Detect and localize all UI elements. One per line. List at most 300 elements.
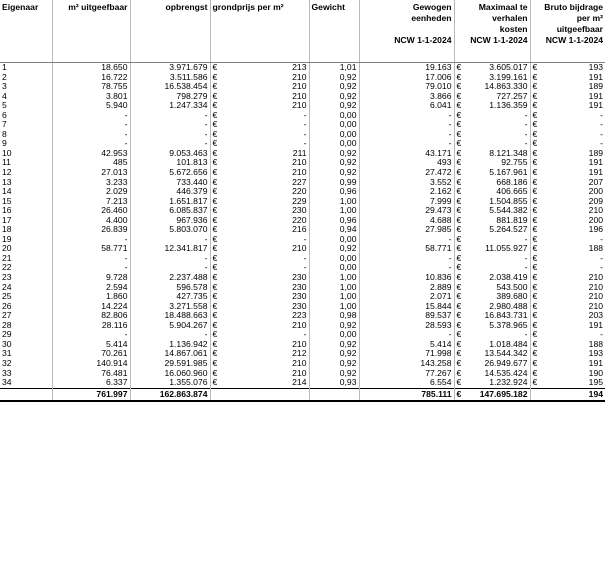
cell-eigenaar: 34 bbox=[0, 378, 52, 388]
cell-eigenaar: 21 bbox=[0, 254, 52, 264]
cell-grondprijs: 210 bbox=[224, 158, 309, 168]
table-row bbox=[0, 120, 605, 130]
cell-gewicht: 1,00 bbox=[309, 197, 359, 207]
cell-eigenaar: 31 bbox=[0, 349, 52, 359]
total-maximaal-currency: € bbox=[454, 388, 466, 401]
cell-bruto: 209 bbox=[588, 196, 604, 206]
cell-maximaal-currency: € bbox=[456, 273, 462, 283]
cell-opbrengst: 3.511.586 bbox=[130, 73, 210, 83]
cell-m2: 26.839 bbox=[52, 225, 130, 235]
cell-grondprijs: 210 bbox=[224, 340, 309, 350]
cell-gewogen: 15.844 bbox=[359, 302, 454, 312]
cell-gewogen: 4.688 bbox=[359, 216, 454, 226]
cell-grondprijs-currency: € bbox=[212, 282, 218, 292]
table-row bbox=[0, 311, 605, 321]
cell-m2: 5.414 bbox=[52, 340, 130, 350]
cell-maximaal-currency: € bbox=[456, 301, 462, 311]
cell-eigenaar: 29 bbox=[0, 330, 52, 340]
cell-gewicht: 0,99 bbox=[309, 178, 359, 188]
cell-bruto: 191 bbox=[588, 72, 604, 82]
cell-grondprijs-currency: € bbox=[212, 253, 218, 263]
cell-grondprijs-currency: € bbox=[212, 225, 218, 235]
cell-grondprijs-currency: € bbox=[212, 234, 218, 244]
cell-eigenaar: 8 bbox=[0, 130, 52, 140]
totals-row bbox=[0, 388, 605, 401]
cell-maximaal-currency: € bbox=[456, 253, 462, 263]
cell-m2: - bbox=[52, 120, 130, 130]
cell-opbrengst: 596.578 bbox=[130, 283, 210, 293]
total-m2: 761.997 bbox=[52, 388, 130, 401]
cell-gewicht: 0,00 bbox=[309, 330, 359, 340]
table-row bbox=[0, 73, 605, 83]
cell-gewogen: 3.866 bbox=[359, 92, 454, 102]
cell-grondprijs: 230 bbox=[224, 273, 309, 283]
cell-grondprijs: - bbox=[224, 235, 309, 245]
cell-grondprijs: - bbox=[224, 111, 309, 121]
cell-grondprijs: 210 bbox=[224, 82, 309, 92]
cell-gewicht: 0,00 bbox=[309, 120, 359, 130]
cell-bruto-currency: € bbox=[532, 282, 538, 292]
cell-grondprijs-currency: € bbox=[212, 263, 218, 273]
table-row bbox=[0, 168, 605, 178]
cell-gewicht: 0,94 bbox=[309, 225, 359, 235]
cell-grondprijs-currency: € bbox=[212, 206, 218, 216]
cell-eigenaar: 18 bbox=[0, 225, 52, 235]
cell-m2: 16.722 bbox=[52, 73, 130, 83]
cell-bruto: - bbox=[600, 253, 604, 263]
cell-maximaal-currency: € bbox=[456, 196, 462, 206]
table-row bbox=[0, 359, 605, 369]
cell-maximaal-currency: € bbox=[456, 187, 462, 197]
cell-grondprijs-currency: € bbox=[212, 187, 218, 197]
cell-bruto-currency: € bbox=[532, 139, 538, 149]
cell-eigenaar: 32 bbox=[0, 359, 52, 369]
table-row bbox=[0, 302, 605, 312]
cell-maximaal: 14.535.424 bbox=[466, 369, 530, 379]
header-opbrengst: opbrengst bbox=[130, 0, 210, 63]
cell-grondprijs-currency: € bbox=[212, 82, 218, 92]
cell-gewogen: 71.998 bbox=[359, 349, 454, 359]
cell-maximaal-currency: € bbox=[456, 215, 462, 225]
cell-opbrengst: 5.803.070 bbox=[130, 225, 210, 235]
cell-grondprijs: - bbox=[224, 130, 309, 140]
cell-bruto-currency: € bbox=[532, 339, 538, 349]
cell-maximaal-currency: € bbox=[456, 378, 462, 388]
cell-maximaal: 3.199.161 bbox=[466, 73, 530, 83]
cell-grondprijs: 214 bbox=[224, 378, 309, 388]
cell-grondprijs-currency: € bbox=[212, 110, 218, 120]
cell-eigenaar: 28 bbox=[0, 321, 52, 331]
cell-grondprijs: 223 bbox=[224, 311, 309, 321]
cell-maximaal-currency: € bbox=[456, 263, 462, 273]
cell-grondprijs: 210 bbox=[224, 369, 309, 379]
cell-gewogen: 27.985 bbox=[359, 225, 454, 235]
cell-gewicht: 0,92 bbox=[309, 73, 359, 83]
cell-bruto: 195 bbox=[588, 378, 604, 388]
cell-maximaal-currency: € bbox=[456, 101, 462, 111]
table-row bbox=[0, 158, 605, 168]
cell-gewicht: 0,92 bbox=[309, 101, 359, 111]
cell-grondprijs: - bbox=[224, 120, 309, 130]
cell-opbrengst: - bbox=[130, 235, 210, 245]
table-row bbox=[0, 330, 605, 340]
cell-grondprijs-currency: € bbox=[212, 215, 218, 225]
cell-gewicht: 0,00 bbox=[309, 263, 359, 273]
cell-opbrengst: 12.341.817 bbox=[130, 244, 210, 254]
cell-bruto-currency: € bbox=[532, 91, 538, 101]
cell-gewogen: - bbox=[359, 235, 454, 245]
cell-maximaal: - bbox=[466, 120, 530, 130]
cell-maximaal: 26.949.677 bbox=[466, 359, 530, 369]
cell-m2: - bbox=[52, 111, 130, 121]
cell-grondprijs-currency: € bbox=[212, 301, 218, 311]
cell-gewogen: 7.999 bbox=[359, 197, 454, 207]
cell-maximaal: - bbox=[466, 111, 530, 121]
cell-grondprijs: 216 bbox=[224, 225, 309, 235]
table-row bbox=[0, 369, 605, 379]
cell-grondprijs-currency: € bbox=[212, 349, 218, 359]
cell-gewicht: 0,96 bbox=[309, 187, 359, 197]
cell-gewicht: 0,92 bbox=[309, 82, 359, 92]
table-row bbox=[0, 321, 605, 331]
cell-bruto-currency: € bbox=[532, 330, 538, 340]
cell-maximaal: 13.544.342 bbox=[466, 349, 530, 359]
cell-bruto-currency: € bbox=[532, 244, 538, 254]
table-row bbox=[0, 101, 605, 111]
cell-gewogen: - bbox=[359, 330, 454, 340]
header-gewogen-eenheden bbox=[359, 0, 454, 63]
cell-m2: 1.860 bbox=[52, 292, 130, 302]
cell-bruto: - bbox=[600, 120, 604, 130]
cell-m2: 26.460 bbox=[52, 206, 130, 216]
header-bruto-line3: uitgeefbaar bbox=[556, 24, 604, 34]
cell-gewicht: 1,00 bbox=[309, 206, 359, 216]
cell-maximaal-currency: € bbox=[456, 177, 462, 187]
cell-gewogen: 43.171 bbox=[359, 149, 454, 159]
cell-maximaal: 3.605.017 bbox=[466, 63, 530, 73]
header-gewicht: Gewicht bbox=[309, 0, 359, 63]
cell-gewogen: 77.267 bbox=[359, 369, 454, 379]
cell-opbrengst: 1.355.076 bbox=[130, 378, 210, 388]
table-row bbox=[0, 216, 605, 226]
cell-maximaal-currency: € bbox=[456, 358, 462, 368]
cell-eigenaar: 24 bbox=[0, 283, 52, 293]
header-maximaal-line2: verhalen bbox=[492, 13, 528, 23]
cell-opbrengst: 446.379 bbox=[130, 187, 210, 197]
cell-gewogen: 3.552 bbox=[359, 178, 454, 188]
cell-grondprijs-currency: € bbox=[212, 292, 218, 302]
cell-maximaal-currency: € bbox=[456, 292, 462, 302]
cell-bruto-currency: € bbox=[532, 120, 538, 130]
cell-bruto: 190 bbox=[588, 368, 604, 378]
cell-gewicht: 1,01 bbox=[309, 63, 359, 73]
cell-maximaal: - bbox=[466, 254, 530, 264]
cell-m2: 140.914 bbox=[52, 359, 130, 369]
cell-opbrengst: 1.651.817 bbox=[130, 197, 210, 207]
cell-gewogen: 5.414 bbox=[359, 340, 454, 350]
cell-bruto-currency: € bbox=[532, 129, 538, 139]
cell-bruto: 191 bbox=[588, 358, 604, 368]
cell-grondprijs: 210 bbox=[224, 244, 309, 254]
cell-maximaal: 5.167.961 bbox=[466, 168, 530, 178]
cell-bruto: 193 bbox=[588, 62, 604, 72]
cell-opbrengst: 16.538.454 bbox=[130, 82, 210, 92]
cell-grondprijs: 213 bbox=[224, 63, 309, 73]
cell-bruto: 191 bbox=[588, 91, 604, 101]
cell-maximaal: 5.264.527 bbox=[466, 225, 530, 235]
cell-gewogen: 79.010 bbox=[359, 82, 454, 92]
cell-m2: - bbox=[52, 130, 130, 140]
cell-opbrengst: 9.053.463 bbox=[130, 149, 210, 159]
cell-gewicht: 0,93 bbox=[309, 378, 359, 388]
cell-m2: 42.953 bbox=[52, 149, 130, 159]
cell-grondprijs-currency: € bbox=[212, 358, 218, 368]
cell-gewogen: 10.836 bbox=[359, 273, 454, 283]
cell-maximaal-currency: € bbox=[456, 339, 462, 349]
cell-grondprijs: 220 bbox=[224, 216, 309, 226]
cell-bruto: 191 bbox=[588, 168, 604, 178]
table-row bbox=[0, 139, 605, 149]
cell-grondprijs: 210 bbox=[224, 359, 309, 369]
cell-bruto: 196 bbox=[588, 225, 604, 235]
cell-maximaal: - bbox=[466, 130, 530, 140]
header-row bbox=[0, 0, 605, 63]
cell-grondprijs-currency: € bbox=[212, 196, 218, 206]
cell-m2: 28.116 bbox=[52, 321, 130, 331]
cell-bruto-currency: € bbox=[532, 378, 538, 388]
cell-maximaal: - bbox=[466, 330, 530, 340]
cell-eigenaar: 6 bbox=[0, 111, 52, 121]
cell-maximaal: 11.055.927 bbox=[466, 244, 530, 254]
cell-grondprijs: 211 bbox=[224, 149, 309, 159]
cell-grondprijs-currency: € bbox=[212, 101, 218, 111]
cell-maximaal-currency: € bbox=[456, 225, 462, 235]
cell-maximaal-currency: € bbox=[456, 158, 462, 168]
cell-gewogen: 29.473 bbox=[359, 206, 454, 216]
cell-gewicht: 0,92 bbox=[309, 92, 359, 102]
header-bruto-line4: NCW 1-1-2024 bbox=[545, 35, 604, 45]
cell-bruto: - bbox=[600, 263, 604, 273]
cell-grondprijs: - bbox=[224, 330, 309, 340]
table-row bbox=[0, 244, 605, 254]
cell-grondprijs-currency: € bbox=[212, 273, 218, 283]
cell-gewogen: 28.593 bbox=[359, 321, 454, 331]
cell-gewogen: 2.162 bbox=[359, 187, 454, 197]
cell-bruto: 193 bbox=[588, 349, 604, 359]
cell-eigenaar: 25 bbox=[0, 292, 52, 302]
cell-bruto-currency: € bbox=[532, 62, 538, 72]
cell-gewogen: - bbox=[359, 254, 454, 264]
cell-m2: 14.224 bbox=[52, 302, 130, 312]
cell-gewicht: 0,00 bbox=[309, 254, 359, 264]
header-bruto-line1: Bruto bijdrage bbox=[544, 2, 604, 12]
table-body bbox=[0, 63, 605, 389]
cell-m2: 27.013 bbox=[52, 168, 130, 178]
cell-maximaal: 543.500 bbox=[466, 283, 530, 293]
cell-opbrengst: - bbox=[130, 330, 210, 340]
cell-eigenaar: 19 bbox=[0, 235, 52, 245]
cell-gewicht: 0,92 bbox=[309, 359, 359, 369]
cell-gewogen: - bbox=[359, 139, 454, 149]
header-gewogen-line1: Gewogen bbox=[412, 2, 452, 12]
cell-eigenaar: 4 bbox=[0, 92, 52, 102]
cell-maximaal: - bbox=[466, 139, 530, 149]
cell-m2: - bbox=[52, 330, 130, 340]
cell-opbrengst: 2.237.488 bbox=[130, 273, 210, 283]
table-row bbox=[0, 82, 605, 92]
table-row bbox=[0, 130, 605, 140]
cell-opbrengst: 798.279 bbox=[130, 92, 210, 102]
cell-eigenaar: 26 bbox=[0, 302, 52, 312]
cell-m2: 78.755 bbox=[52, 82, 130, 92]
cell-gewicht: 1,00 bbox=[309, 292, 359, 302]
cell-eigenaar: 3 bbox=[0, 82, 52, 92]
cell-m2: 9.728 bbox=[52, 273, 130, 283]
table-row bbox=[0, 349, 605, 359]
cell-grondprijs: 230 bbox=[224, 206, 309, 216]
cell-bruto-currency: € bbox=[532, 177, 538, 187]
cell-eigenaar: 9 bbox=[0, 139, 52, 149]
cell-opbrengst: 18.488.663 bbox=[130, 311, 210, 321]
cell-gewogen: 6.041 bbox=[359, 101, 454, 111]
cell-grondprijs: - bbox=[224, 263, 309, 273]
cell-bruto: - bbox=[600, 139, 604, 149]
cell-bruto-currency: € bbox=[532, 273, 538, 283]
table-row bbox=[0, 378, 605, 388]
cell-opbrengst: 29.591.985 bbox=[130, 359, 210, 369]
cell-m2: 5.940 bbox=[52, 101, 130, 111]
cell-maximaal-currency: € bbox=[456, 148, 462, 158]
table-row bbox=[0, 92, 605, 102]
table-row bbox=[0, 263, 605, 273]
total-maximaal: 147.695.182 bbox=[466, 388, 530, 401]
cell-bruto: 200 bbox=[588, 187, 604, 197]
header-m2-uitgeefbaar: m² uitgeefbaar bbox=[52, 0, 130, 63]
cell-grondprijs: 212 bbox=[224, 349, 309, 359]
cell-maximaal: 14.863.330 bbox=[466, 82, 530, 92]
cell-maximaal-currency: € bbox=[456, 206, 462, 216]
cell-gewicht: 0,00 bbox=[309, 130, 359, 140]
cell-m2: 70.261 bbox=[52, 349, 130, 359]
cell-maximaal: 2.038.419 bbox=[466, 273, 530, 283]
cell-opbrengst: - bbox=[130, 120, 210, 130]
cell-opbrengst: 427.735 bbox=[130, 292, 210, 302]
cell-opbrengst: - bbox=[130, 139, 210, 149]
header-maximaal bbox=[454, 0, 530, 63]
cell-bruto: 210 bbox=[588, 282, 604, 292]
cell-bruto-currency: € bbox=[532, 320, 538, 330]
header-maximaal-line4: NCW 1-1-2024 bbox=[470, 35, 528, 45]
cell-m2: 7.213 bbox=[52, 197, 130, 207]
header-grondprijs: grondprijs per m² bbox=[210, 0, 309, 63]
cell-bruto: 189 bbox=[588, 82, 604, 92]
cell-grondprijs-currency: € bbox=[212, 129, 218, 139]
cell-grondprijs: - bbox=[224, 254, 309, 264]
cell-gewogen: - bbox=[359, 111, 454, 121]
cell-maximaal: - bbox=[466, 235, 530, 245]
cell-m2: 485 bbox=[52, 158, 130, 168]
cell-grondprijs-currency: € bbox=[212, 339, 218, 349]
cell-bruto: - bbox=[600, 330, 604, 340]
cell-gewogen: 17.006 bbox=[359, 73, 454, 83]
cell-eigenaar: 11 bbox=[0, 158, 52, 168]
cell-maximaal: 2.980.488 bbox=[466, 302, 530, 312]
cell-m2: - bbox=[52, 254, 130, 264]
table-row bbox=[0, 206, 605, 216]
cell-gewicht: 0,92 bbox=[309, 340, 359, 350]
totals-label bbox=[0, 388, 52, 401]
cell-bruto: 210 bbox=[588, 301, 604, 311]
cell-bruto-currency: € bbox=[532, 311, 538, 321]
cell-maximaal-currency: € bbox=[456, 62, 462, 72]
cell-maximaal: 1.504.855 bbox=[466, 197, 530, 207]
cell-eigenaar: 2 bbox=[0, 73, 52, 83]
cell-m2: 58.771 bbox=[52, 244, 130, 254]
table-row bbox=[0, 273, 605, 283]
cell-eigenaar: 16 bbox=[0, 206, 52, 216]
cell-eigenaar: 22 bbox=[0, 263, 52, 273]
cell-eigenaar: 14 bbox=[0, 187, 52, 197]
cell-m2: 82.806 bbox=[52, 311, 130, 321]
cell-gewogen: 27.472 bbox=[359, 168, 454, 178]
header-bruto-line2: per m² bbox=[576, 13, 604, 23]
cell-opbrengst: - bbox=[130, 263, 210, 273]
cell-bruto: 189 bbox=[588, 148, 604, 158]
cell-opbrengst: 16.060.960 bbox=[130, 369, 210, 379]
cell-grondprijs-currency: € bbox=[212, 139, 218, 149]
cell-gewicht: 0,92 bbox=[309, 168, 359, 178]
cell-bruto: 210 bbox=[588, 273, 604, 283]
cell-bruto-currency: € bbox=[532, 148, 538, 158]
header-bruto bbox=[530, 0, 605, 63]
cell-gewicht: 0,00 bbox=[309, 139, 359, 149]
cell-gewicht: 0,00 bbox=[309, 111, 359, 121]
cell-grondprijs-currency: € bbox=[212, 62, 218, 72]
cell-eigenaar: 27 bbox=[0, 311, 52, 321]
cell-bruto: 191 bbox=[588, 320, 604, 330]
cell-bruto: - bbox=[600, 129, 604, 139]
header-gewogen-line3: NCW 1-1-2024 bbox=[394, 35, 452, 45]
table-row bbox=[0, 197, 605, 207]
cell-grondprijs: 227 bbox=[224, 178, 309, 188]
cell-maximaal-currency: € bbox=[456, 349, 462, 359]
cell-opbrengst: - bbox=[130, 130, 210, 140]
cell-grondprijs-currency: € bbox=[212, 72, 218, 82]
cell-maximaal-currency: € bbox=[456, 110, 462, 120]
cell-m2: 4.400 bbox=[52, 216, 130, 226]
table-row bbox=[0, 187, 605, 197]
cell-grondprijs-currency: € bbox=[212, 330, 218, 340]
cell-opbrengst: - bbox=[130, 111, 210, 121]
cell-eigenaar: 13 bbox=[0, 178, 52, 188]
cell-bruto: 203 bbox=[588, 311, 604, 321]
header-maximaal-line1: Maximaal te bbox=[478, 2, 528, 12]
cell-bruto-currency: € bbox=[532, 368, 538, 378]
total-opbrengst: 162.863.874 bbox=[130, 388, 210, 401]
cell-grondprijs-currency: € bbox=[212, 120, 218, 130]
cell-bruto: 188 bbox=[588, 244, 604, 254]
cell-eigenaar: 20 bbox=[0, 244, 52, 254]
cell-eigenaar: 10 bbox=[0, 149, 52, 159]
cell-bruto-currency: € bbox=[532, 301, 538, 311]
cell-maximaal-currency: € bbox=[456, 311, 462, 321]
cell-grondprijs: 220 bbox=[224, 187, 309, 197]
table-row bbox=[0, 292, 605, 302]
cell-gewogen: 6.554 bbox=[359, 378, 454, 388]
cell-opbrengst: 3.971.679 bbox=[130, 63, 210, 73]
cell-grondprijs-currency: € bbox=[212, 91, 218, 101]
cell-bruto-currency: € bbox=[532, 101, 538, 111]
